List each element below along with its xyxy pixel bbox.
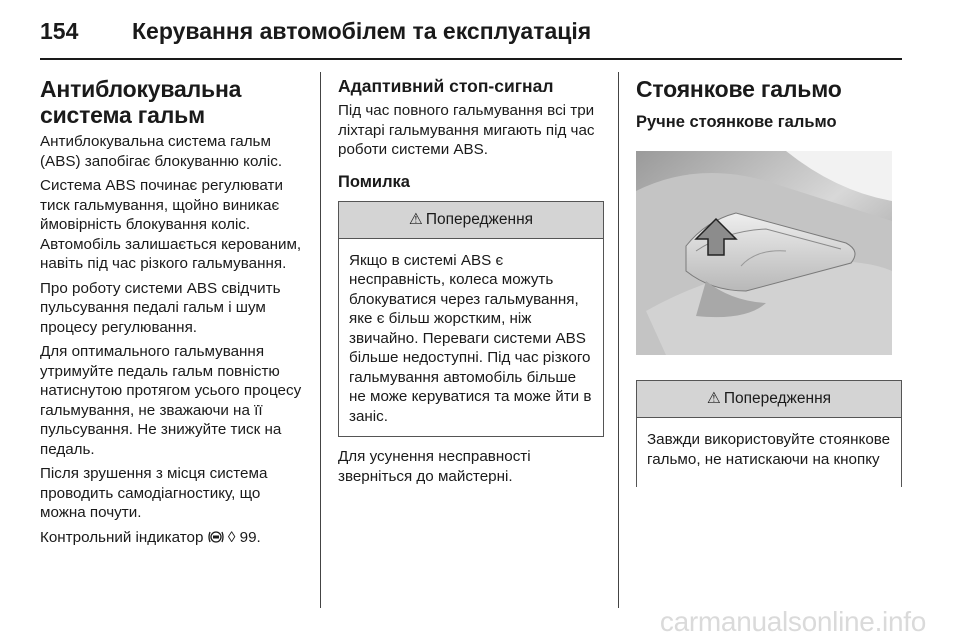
paragraph: Для усунення несправності зверніться до майстерні. — [338, 448, 531, 485]
column-divider — [320, 72, 321, 608]
paragraph: Антиблокувальна система гальм (ABS) запобігає блокуванню коліс. — [40, 133, 283, 170]
paragraph: Про роботу системи ABS свідчить пульсування педалі гальм і шум процесу регулювання. — [40, 279, 281, 336]
subheading-fault: Помилка — [338, 172, 410, 191]
warning-text: Завжди використовуйте стоянкове гальмо, не натискаючи на кнопку — [647, 431, 891, 468]
subheading-manual-parking-brake: Ручне стоянкове гальмо — [636, 113, 837, 131]
warning-box — [636, 380, 902, 487]
paragraph: Під час повного гальмування всі три ліхтарі гальмування мигають під час роботи системи ABS. — [338, 102, 595, 158]
column-abs — [40, 70, 310, 552]
page-reference[interactable]: 99. — [239, 528, 261, 546]
column-parking-brake — [636, 70, 902, 497]
warning-icon: ⚠ — [706, 390, 721, 407]
watermark: carmanualsonline.info — [659, 606, 926, 637]
warning-header — [339, 202, 603, 239]
section-heading-parking-brake: Стоянкове гальмо — [636, 76, 842, 102]
warning-header — [637, 381, 901, 418]
warning-title: Попередження — [723, 390, 832, 407]
indicator-label: Контрольний індикатор — [40, 528, 204, 546]
paragraph: Після зрушення з місця система проводить самодіагностику, що можна почути. — [40, 465, 268, 521]
header-rule — [40, 58, 902, 60]
warning-text: Якщо в системі ABS є несправність, колеса можуть блокуватися через гальмування, яке є більш жорстким, ніж звичайно. Переваги системи ABS більше недоступні. Під час різкого гальмування автомобіль більше не може керуватися та може йти в заніс. — [349, 251, 592, 425]
paragraph: Система ABS починає регулювати тиск гальмування, щойно виникає ймовірність блокування коліс. Автомобіль залишається керованим, навіть під час різкого гальмування. — [40, 177, 302, 272]
warning-icon: ⚠ — [408, 210, 423, 228]
warning-box — [338, 201, 604, 438]
indicator-reference — [40, 528, 310, 548]
paragraph: Для оптимального гальмування утримуйте педаль гальм повністю натиснутою протягом усього процесу гальмування, не зважаючи на її пульсування. Не знижуйте тиск на педаль. — [40, 343, 302, 458]
column-divider — [618, 72, 619, 608]
handbrake-lever-illustration — [636, 151, 892, 355]
abs-indicator-icon — [208, 530, 224, 544]
column-brake-light — [338, 70, 604, 491]
section-heading-abs: Антиблокувальна система гальм — [40, 76, 242, 128]
reference-arrow-icon: ◊ — [227, 528, 236, 546]
page-title: Керування автомобілем та експлуатація — [132, 18, 592, 44]
section-heading-adaptive-brake-light: Адаптивний стоп-сигнал — [338, 76, 554, 96]
warning-title: Попередження — [425, 210, 534, 228]
page-number: 154 — [40, 18, 79, 44]
page-header — [40, 10, 900, 50]
